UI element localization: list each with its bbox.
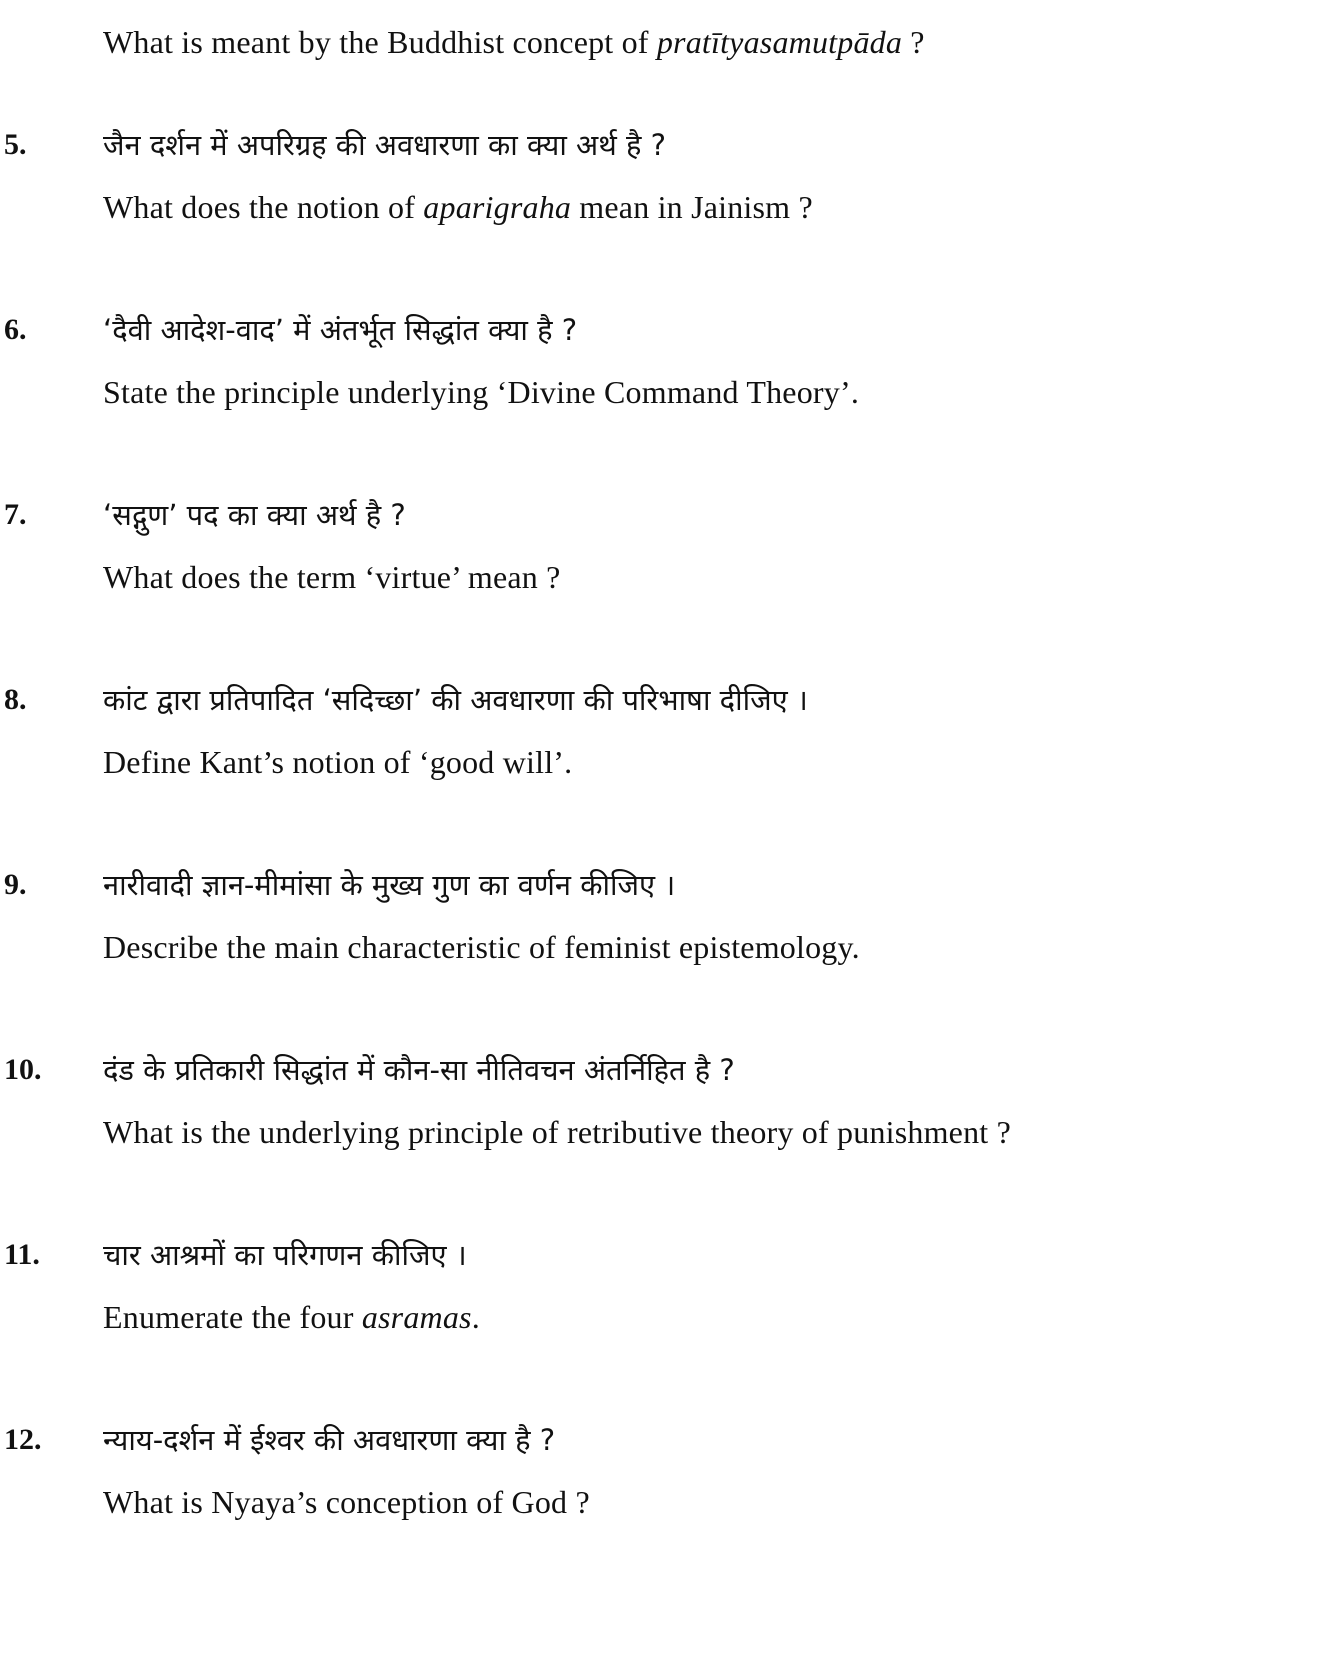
question-text: Define Kant’s notion of ‘good will’.: [103, 744, 573, 780]
question-number: 9.: [4, 868, 27, 901]
question-5: [0, 125, 1323, 255]
question-hindi: ‘सद्गुण’ पद का क्या अर्थ है ?: [103, 498, 406, 532]
question-12: [0, 1420, 1323, 1550]
question-english: [103, 927, 860, 967]
question-10: [0, 1050, 1323, 1180]
question-english: [103, 1482, 590, 1522]
question-english: [103, 1297, 480, 1337]
question-text: Describe the main characteristic of feminist epistemology.: [103, 929, 860, 965]
question-english: [103, 557, 561, 597]
question-hindi: न्याय-दर्शन में ईश्वर की अवधारणा क्या है ?: [103, 1423, 556, 1457]
italic-term: pratītyasamutpāda: [656, 24, 903, 60]
question-number: 11.: [4, 1238, 40, 1271]
question-4-english: [103, 22, 925, 62]
question-text: What does the notion of: [103, 189, 424, 225]
question-text-end: mean in Jainism ?: [571, 189, 813, 225]
question-text: Enumerate the four: [103, 1299, 362, 1335]
question-text: What is the underlying principle of retributive theory of punishment ?: [103, 1114, 1011, 1150]
question-6: [0, 310, 1323, 440]
question-english: [103, 187, 813, 227]
question-english: [103, 372, 859, 412]
question-english: [103, 742, 572, 782]
question-text-end: .: [471, 1299, 480, 1335]
italic-term: aparigraha: [423, 189, 572, 225]
question-11: [0, 1235, 1323, 1365]
question-text: What does the term ‘virtue’ mean ?: [103, 559, 561, 595]
question-7: [0, 495, 1323, 625]
question-number: 5.: [4, 128, 27, 161]
italic-term: asramas: [361, 1299, 472, 1335]
question-hindi: ‘दैवी आदेश-वाद’ में अंतर्भूत सिद्धांत क्या है ?: [103, 313, 578, 347]
question-text: State the principle underlying ‘Divine Command Theory’.: [103, 374, 860, 410]
question-number: 6.: [4, 313, 27, 346]
question-9: [0, 865, 1323, 995]
question-hindi: दंड के प्रतिकारी सिद्धांत में कौन-सा नीतिवचन अंतर्निहित है ?: [103, 1053, 735, 1087]
question-number: 7.: [4, 498, 27, 531]
question-hindi: कांट द्वारा प्रतिपादित ‘सदिच्छा’ की अवधारणा की परिभाषा दीजिए ।: [103, 683, 808, 717]
question-text: What is meant by the Buddhist concept of: [103, 24, 657, 60]
question-hindi: चार आश्रमों का परिगणन कीजिए ।: [103, 1238, 467, 1272]
question-hindi: नारीवादी ज्ञान-मीमांसा के मुख्य गुण का वर्णन कीजिए ।: [103, 868, 676, 902]
question-number: 8.: [4, 683, 27, 716]
question-hindi: जैन दर्शन में अपरिग्रह की अवधारणा का क्या अर्थ है ?: [103, 128, 666, 162]
question-text-end: ?: [902, 24, 925, 60]
question-number: 12.: [4, 1423, 42, 1456]
question-8: [0, 680, 1323, 810]
question-english: [103, 1112, 1011, 1152]
question-text: What is Nyaya’s conception of God ?: [103, 1484, 590, 1520]
question-number: 10.: [4, 1053, 42, 1086]
